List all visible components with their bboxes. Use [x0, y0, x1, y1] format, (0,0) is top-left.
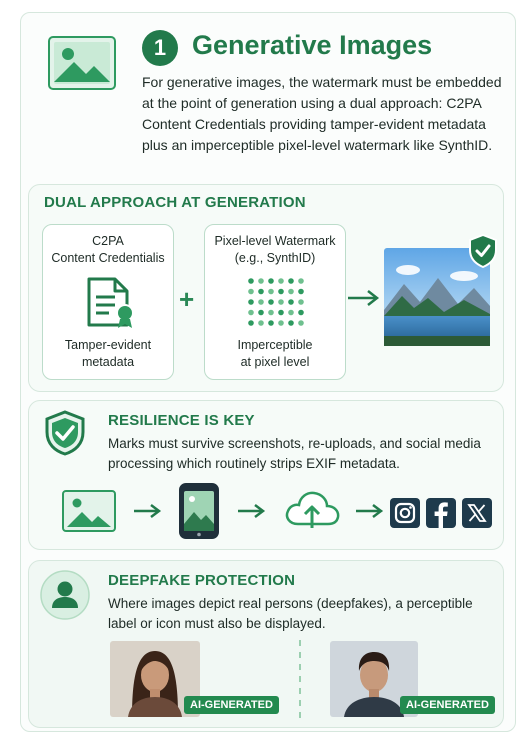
- dual-approach-title: DUAL APPROACH AT GENERATION: [44, 194, 306, 211]
- arrow-right-icon: [354, 502, 384, 520]
- instagram-icon: [390, 498, 420, 528]
- c2pa-box: [42, 224, 174, 380]
- phone-screenshot-icon: [178, 482, 220, 540]
- ai-generated-badge: AI-GENERATED: [184, 696, 279, 714]
- section-number: 1: [142, 30, 178, 66]
- deepfake-title: DEEPFAKE PROTECTION: [108, 572, 296, 589]
- pixel-watermark-box: [204, 224, 346, 380]
- shield-check-icon: [468, 234, 498, 268]
- pixel-caption: Imperceptible at pixel level: [237, 338, 313, 369]
- shield-check-icon: [44, 410, 86, 456]
- facebook-icon: [426, 498, 456, 528]
- user-icon: [40, 570, 90, 620]
- certificate-document-icon: [83, 277, 137, 329]
- page-title: Generative Images: [192, 30, 433, 60]
- image-icon: [62, 490, 116, 532]
- cloud-upload-icon: [282, 486, 342, 532]
- deepfake-text: Where images depict real persons (deepfakes), a perceptible label or icon must also be displayed.: [108, 596, 473, 631]
- intro-text: For generative images, the watermark must be embedded at the point of generation using a dual approach: C2PA Content Credentials providing tamper-evident metadata plus an imperceptible pixel-level watermark like SynthID.: [142, 74, 502, 153]
- arrow-right-icon: [236, 502, 266, 520]
- arrow-right-icon: [346, 288, 380, 308]
- pixel-title: Pixel-level Watermark (e.g., SynthID): [214, 234, 336, 265]
- x-icon: [462, 498, 492, 528]
- c2pa-title: C2PA Content Credentialis: [51, 234, 165, 265]
- divider: [298, 640, 302, 720]
- dot-grid-icon: [245, 275, 307, 329]
- c2pa-caption: Tamper-evident metadata: [64, 338, 152, 369]
- resilience-title: RESILIENCE IS KEY: [108, 412, 255, 429]
- ai-generated-badge: AI-GENERATED: [400, 696, 495, 714]
- arrow-right-icon: [132, 502, 162, 520]
- resilience-text: Marks must survive screenshots, re-uploads, and social media processing which routinely strips EXIF metadata.: [108, 436, 481, 471]
- image-icon: [48, 36, 116, 90]
- plus-sign: +: [179, 284, 195, 314]
